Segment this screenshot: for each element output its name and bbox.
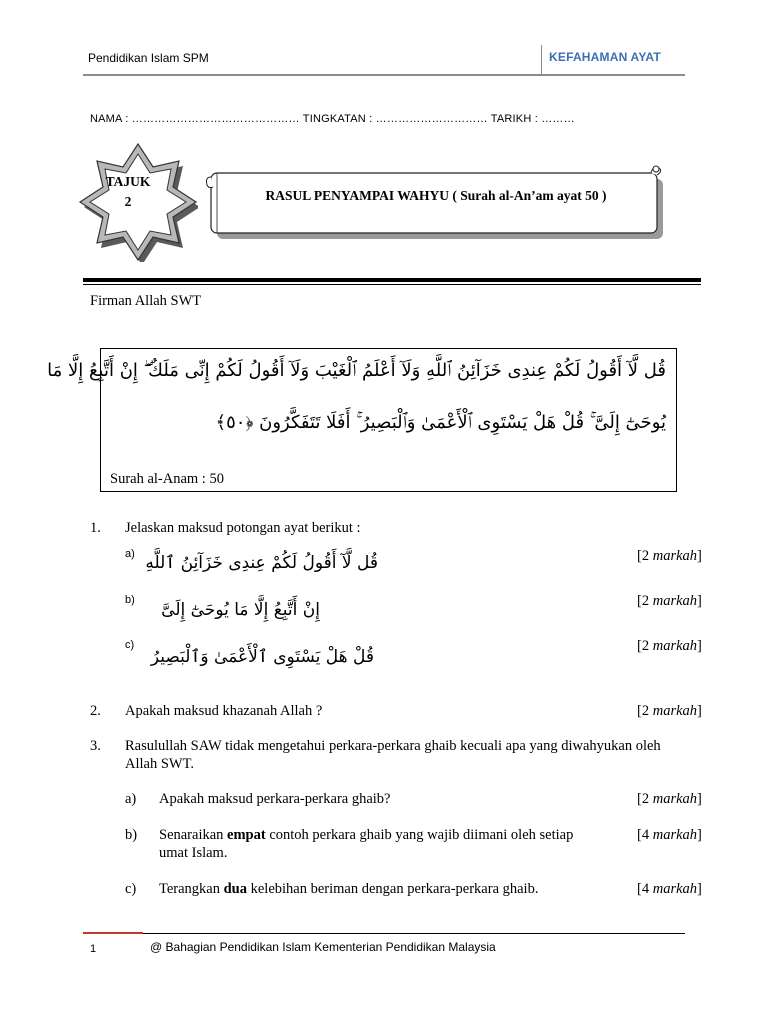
footer-copyright: @ Bahagian Pendidikan Islam Kementerian Pendidikan Malaysia xyxy=(150,940,496,954)
q1c-marks xyxy=(637,638,702,655)
mark-prefix: [4 xyxy=(637,881,653,897)
verse-intro: Firman Allah SWT xyxy=(90,293,202,309)
q3c-text-post: kelebihan beriman dengan perkara-perkara ghaib. xyxy=(247,881,539,897)
q3b-text-post: contoh perkara ghaib yang wajib diimani oleh setiap xyxy=(265,827,574,843)
student-identity-line: NAMA : ……………………………………… TINGKATAN : ………………………… TARIKH : ……… xyxy=(90,113,575,125)
q3a-label: a) xyxy=(125,791,137,807)
q3c-label: c) xyxy=(125,881,137,897)
mark-prefix: [2 xyxy=(637,703,653,719)
mark-prefix: [2 xyxy=(637,548,653,564)
q2-marks xyxy=(637,703,702,720)
header-divider xyxy=(541,45,542,75)
page-number: 1 xyxy=(90,943,97,955)
q1a-marks xyxy=(637,548,702,565)
q1c-arabic: قُلْ هَلْ يَسْتَوِى ٱلْأَعْمَىٰ وَٱلْبَصِيرُ xyxy=(150,647,374,667)
mark-word: markah xyxy=(652,827,698,843)
mark-word: markah xyxy=(652,593,698,609)
q3b-marks xyxy=(637,827,702,844)
mark-prefix: [4 xyxy=(637,827,653,843)
q3a-marks xyxy=(637,791,702,808)
mark-word: markah xyxy=(652,548,698,564)
mark-suffix: ] xyxy=(697,638,702,654)
verse-arabic-line-2: يُوحَىٰٓ إِلَىَّ ۚ قُلْ هَلْ يَسْتَوِى ٱلْأَعْمَىٰ وَٱلْبَصِيرُ ۚ أَفَلَا تَتَفَكَّرُونَ ﴿٥٠﴾ xyxy=(215,412,666,433)
q3b-text-line-2: umat Islam. xyxy=(159,845,228,861)
mark-suffix: ] xyxy=(697,881,702,897)
q3b-text-pre: Senaraikan xyxy=(159,827,228,843)
mark-prefix: [2 xyxy=(637,593,653,609)
mark-word: markah xyxy=(652,638,698,654)
footer-accent xyxy=(83,932,143,934)
header-section: KEFAHAMAN AYAT xyxy=(549,50,661,64)
q3-text-line-1: Rasulullah SAW tidak mengetahui perkara-perkara ghaib kecuali apa yang diwahyukan oleh xyxy=(125,738,661,754)
q3-text-line-2: Allah SWT. xyxy=(125,756,194,772)
header-rule xyxy=(83,74,685,76)
q3b-text xyxy=(159,827,573,844)
lesson-title: RASUL PENYAMPAI WAHYU ( Surah al-An’am ayat 50 ) xyxy=(265,188,607,203)
mark-suffix: ] xyxy=(697,791,702,807)
q2-number: 2. xyxy=(90,703,101,719)
mark-prefix: [2 xyxy=(637,791,653,807)
mark-prefix: [2 xyxy=(637,638,653,654)
q2-text: Apakah maksud khazanah Allah ? xyxy=(125,703,323,719)
verse-arabic-line-1: قُل لَّآ أَقُولُ لَكُمْ عِندِى خَزَآئِنُ ٱللَّهِ وَلَآ أَعْلَمُ ٱلْغَيْبَ وَلَآ أَقُولُ لَكُمْ إِنِّى مَلَكٌ ۖ إِنْ أَتَّبِعُ إِلَّا مَا xyxy=(47,360,666,381)
mark-suffix: ] xyxy=(697,827,702,843)
q1b-arabic: إِنْ أَتَّبِعُ إِلَّا مَا يُوحَىٰٓ إِلَىَّ xyxy=(161,600,320,620)
section-rule-thin xyxy=(83,284,701,285)
q3c-text xyxy=(159,881,538,898)
footer-rule xyxy=(83,933,685,934)
topic-badge-label xyxy=(88,172,168,212)
q1-number: 1. xyxy=(90,520,101,536)
q3b-label: b) xyxy=(125,827,138,843)
q1b-label: b) xyxy=(125,594,135,606)
topic-badge-number: 2 xyxy=(124,194,132,209)
verse-reference: Surah al-Anam : 50 xyxy=(110,471,224,487)
q3c-marks xyxy=(637,881,702,898)
q3a-text: Apakah maksud perkara-perkara ghaib? xyxy=(159,791,391,807)
q1a-arabic: قُل لَّآ أَقُولُ لَكُمْ عِندِى خَزَآئِنُ ٱللَّهِ xyxy=(145,553,378,573)
mark-suffix: ] xyxy=(697,593,702,609)
q1a-label: a) xyxy=(125,548,135,560)
q3c-text-pre: Terangkan xyxy=(159,881,224,897)
mark-suffix: ] xyxy=(697,548,702,564)
q3c-text-emphasis: dua xyxy=(223,881,247,897)
topic-badge-word: TAJUK xyxy=(105,174,151,189)
mark-word: markah xyxy=(652,703,698,719)
q1-text: Jelaskan maksud potongan ayat berikut : xyxy=(125,520,361,536)
q1b-marks xyxy=(637,593,702,610)
mark-word: markah xyxy=(652,791,698,807)
q1c-label: c) xyxy=(125,639,135,651)
mark-suffix: ] xyxy=(697,703,702,719)
q3b-text-emphasis: empat xyxy=(227,827,266,843)
mark-word: markah xyxy=(652,881,698,897)
section-rule xyxy=(83,278,701,282)
header-subject: Pendidikan Islam SPM xyxy=(88,51,209,65)
q3-number: 3. xyxy=(90,738,101,754)
